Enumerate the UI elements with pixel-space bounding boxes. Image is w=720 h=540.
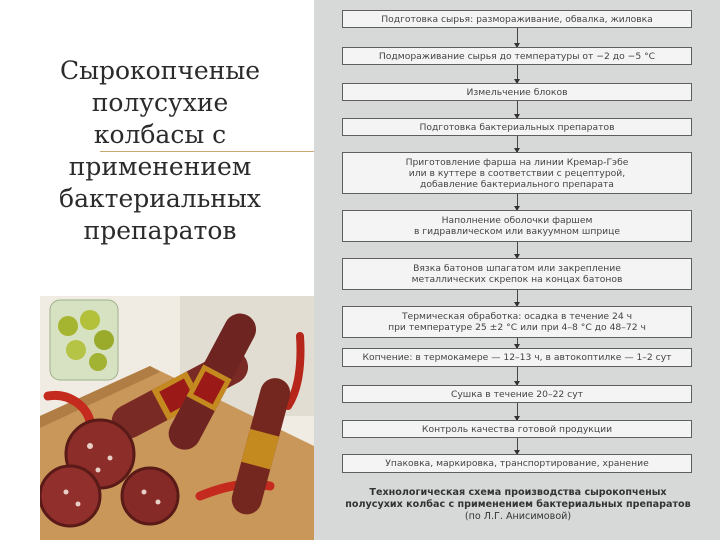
title-line: колбасы с	[93, 120, 227, 149]
flow-step-text: добавление бактериального препарата	[420, 178, 614, 190]
flow-step-3	[342, 83, 692, 101]
flow-step-4	[342, 118, 692, 136]
flow-arrow	[517, 136, 518, 152]
flow-arrow	[517, 194, 518, 210]
flow-step-10	[342, 385, 692, 403]
title-line: бактериальных	[59, 184, 261, 213]
flow-arrow	[517, 28, 518, 47]
flowchart-panel	[314, 0, 720, 540]
flow-step-text: при температуре 25 ±2 °С или при 4–8 °С до 48–72 ч	[388, 322, 646, 333]
flow-arrow	[517, 290, 518, 306]
flow-arrow	[517, 403, 518, 420]
flow-step-9	[342, 348, 692, 367]
title-line: полусухие	[91, 88, 229, 117]
flow-step-text: Подготовка бактериальных препаратов	[419, 121, 615, 133]
flow-arrow	[517, 242, 518, 258]
flow-arrow	[517, 101, 518, 118]
flow-step-text: Упаковка, маркировка, транспортирование, хранение	[385, 458, 649, 469]
flow-step-text: Подмораживание сырья до температуры от −2 до −5 °С	[378, 50, 656, 62]
caption-author: (по Л.Г. Анисимовой)	[464, 511, 572, 522]
flow-step-12	[342, 454, 692, 473]
flow-arrow	[517, 367, 518, 385]
flow-step-text: Термическая обработка: осадка в течение 24 ч	[401, 311, 633, 322]
caption-line: полусухих колбас с применением бактериальных препаратов	[345, 499, 691, 510]
flow-step-text: Наполнение оболочки фаршем	[441, 215, 593, 226]
flow-arrow	[517, 65, 518, 83]
flow-step-text: Подготовка сырья: размораживание, обвалка, жиловка	[381, 13, 653, 25]
title-line: препаратов	[83, 216, 237, 245]
flow-step-text: Вязка батонов шпагатом или закрепление	[413, 263, 621, 274]
flow-step-text: Контроль качества готовой продукции	[421, 423, 613, 435]
flow-step-text: Измельчение блоков	[466, 86, 568, 98]
title-line: Сырокопченые	[59, 56, 261, 85]
flow-step-text: Копчение: в термокамере — 12–13 ч, в автокоптилке — 1–2 сут	[362, 352, 672, 363]
flow-step-text: металлических скрепок на концах батонов	[411, 274, 623, 285]
flow-step-7	[342, 258, 692, 290]
decorative-rule	[100, 151, 318, 152]
flow-step-5	[342, 152, 692, 194]
flow-step-11	[342, 420, 692, 438]
flow-step-text: или в куттере в соответствии с рецептурой,	[408, 167, 626, 179]
flow-arrow	[517, 338, 518, 348]
flowchart-caption	[322, 487, 714, 523]
sausage-photo	[40, 296, 314, 540]
title-line: применением	[68, 152, 252, 181]
flow-step-1	[342, 10, 692, 28]
flow-step-6	[342, 210, 692, 242]
flow-step-8	[342, 306, 692, 338]
flow-arrow	[517, 438, 518, 454]
caption-line: Технологическая схема производства сырокопченых	[369, 487, 667, 498]
flow-step-text: Сушка в течение 20–22 сут	[450, 388, 584, 400]
flow-step-text: в гидравлическом или вакуумном шприце	[413, 226, 621, 237]
flow-step-text: Приготовление фарша на линии Кремар-Гэбе	[405, 156, 629, 168]
flow-step-2	[342, 47, 692, 65]
